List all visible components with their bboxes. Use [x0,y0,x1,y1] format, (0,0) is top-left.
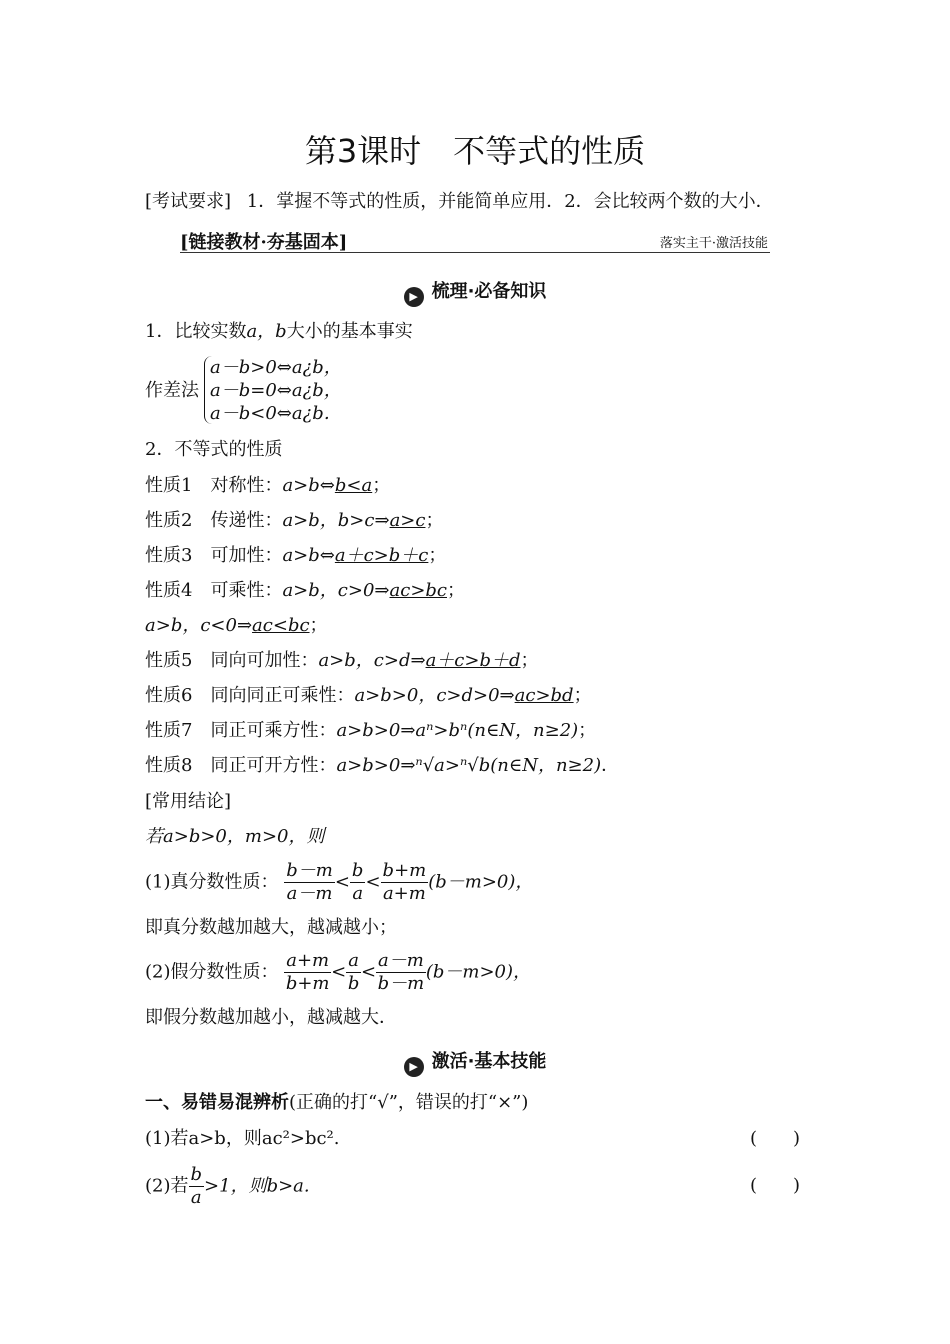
property-2 [145,509,443,533]
prop-end: ； [573,685,592,706]
less-than: < [360,961,377,983]
prop-end: ； [425,510,444,531]
property-6 [145,684,592,708]
exam-requirement [145,190,774,214]
denominator: a+m [382,883,426,904]
prop-end: ； [428,545,447,566]
fraction [376,950,426,995]
prop-name: 性质3 可加性： [145,545,283,566]
section2-text: 激活·基本技能 [431,1051,547,1072]
answer-paren-2[interactable]: ( ) [749,1175,800,1196]
prop-cond: a>b>0⇒aⁿ>bⁿ(n∈N，n≥2) [336,720,579,741]
fraction [284,860,335,905]
exercise-heading-tail: (正确的打“√”，错误的打“×”) [289,1092,529,1113]
denominator: b－m [377,973,425,994]
diff-row-2: a－b=0⇔a¿b， [210,380,342,401]
property-4 [145,579,465,603]
exercise-heading [145,1091,528,1115]
diff-row-1: a－b>0⇔a¿b， [210,357,342,378]
p2-tail: (b－m>0)， [425,961,532,983]
less-than: < [334,871,350,893]
prop-end: ； [447,580,465,601]
fraction [346,950,361,995]
prop-cond: a>b>0，c>d>0⇒ [354,685,515,706]
denominator: a [190,1187,202,1208]
fraction [189,1164,205,1209]
prop-answer: ac<bc [252,615,310,636]
answer-paren-1[interactable]: ( ) [749,1128,800,1149]
p1-tail: (b－m>0)， [428,871,534,893]
denominator: b+m [285,973,330,994]
fraction [350,860,366,905]
play-icon: ▶ [404,1057,424,1077]
numerator: b [351,860,364,881]
item1-heading [145,320,413,344]
banner-left: [链接教材·夯基固本] [180,232,348,253]
question-2 [145,1164,310,1209]
prop-cond: a>b>0⇒ⁿ√a>ⁿ√b(n∈N，n≥2) [336,755,602,776]
prop-name: 性质5 同向可加性： [145,650,319,671]
page-title: 第3课时 不等式的性质 [304,132,646,170]
p1-label: (1)真分数性质： [145,871,279,893]
prop-answer: b<a [334,475,373,496]
conclusion-label: [常用结论] [145,791,232,812]
proper-fraction-note: 即真分数越加越大，越减越小； [145,917,397,938]
prop-end: ． [601,755,620,776]
less-than: < [365,871,381,893]
prop-name: 性质8 同正可开方性： [145,755,337,776]
prop-cond: a>b⇔ [282,545,335,566]
requirement-text: 1．掌握不等式的性质，并能简单应用．2．会比较两个数的大小． [246,191,774,212]
prop-answer: a>c [389,510,426,531]
section1-text: 梳理·必备知识 [431,281,547,302]
property-8 [145,754,619,778]
numerator: b [190,1164,203,1185]
banner-right: 落实主干·激活技能 [659,236,768,251]
denominator: b [347,973,360,994]
item1-tail: 大小的基本事实 [286,321,413,342]
question-1: (1)若a>b，则ac²>bc². [145,1128,340,1149]
prop-cond: a>b，c>d⇒ [318,650,426,671]
prop-cond: a>b⇔ [282,475,335,496]
property-1 [145,474,390,498]
exercise-heading-text: 一、易错易混辨析 [145,1092,289,1113]
section-heading-knowledge [0,277,950,307]
section-heading-skills [0,1047,950,1077]
q2-post: >1，则b>a. [204,1175,310,1197]
numerator: a [348,950,359,971]
prop-cond: a>b，b>c⇒ [282,510,390,531]
fraction [284,950,331,995]
prop-end: ； [578,720,597,741]
conclusion-premise: 若a>b>0，m>0，则 [145,826,325,847]
p2-label: (2)假分数性质： [145,961,279,983]
denominator: a－m [286,883,333,904]
prop-cond: a>b，c<0⇒ [145,615,253,636]
prop-end: ； [309,615,328,636]
prop-answer: ac>bd [514,685,574,706]
fraction [381,860,429,905]
q2-pre: (2)若 [145,1175,189,1197]
less-than: < [331,961,347,983]
improper-fraction-line [145,950,531,995]
item2-heading: 2．不等式的性质 [145,439,283,460]
denominator: a [352,883,364,904]
chapter-banner [180,228,770,253]
item1-heading-text: 1．比较实数 [145,321,247,342]
prop-answer: ac>bc [389,580,447,601]
improper-fraction-note: 即假分数越加越小，越减越大． [145,1007,397,1028]
prop-end: ； [520,650,539,671]
prop-name: 性质4 可乘性： [145,580,283,601]
prop-answer: a＋c>b＋c [334,545,429,566]
prop-cond: a>b，c>0⇒ [282,580,390,601]
property-3 [145,544,446,568]
prop-name: 性质6 同向同正可乘性： [145,685,355,706]
prop-name: 性质7 同正可乘方性： [145,720,337,741]
numerator: b+m [382,860,427,881]
property-4b [145,614,328,638]
property-7 [145,719,596,743]
prop-name: 性质2 传递性： [145,510,283,531]
play-icon: ▶ [404,287,424,307]
numerator: b－m [286,860,333,881]
numerator: a－m [378,950,424,971]
prop-end: ； [372,475,391,496]
property-5 [145,649,539,673]
proper-fraction-line [145,860,533,905]
requirement-label: [考试要求] [145,191,232,212]
difference-method-label: 作差法 [145,380,199,401]
prop-answer: a＋c>b＋d [425,650,521,671]
numerator: a+m [286,950,330,971]
diff-row-3: a－b<0⇔a¿b． [210,403,342,424]
item1-vars: a，b [246,321,287,342]
prop-name: 性质1 对称性： [145,475,283,496]
